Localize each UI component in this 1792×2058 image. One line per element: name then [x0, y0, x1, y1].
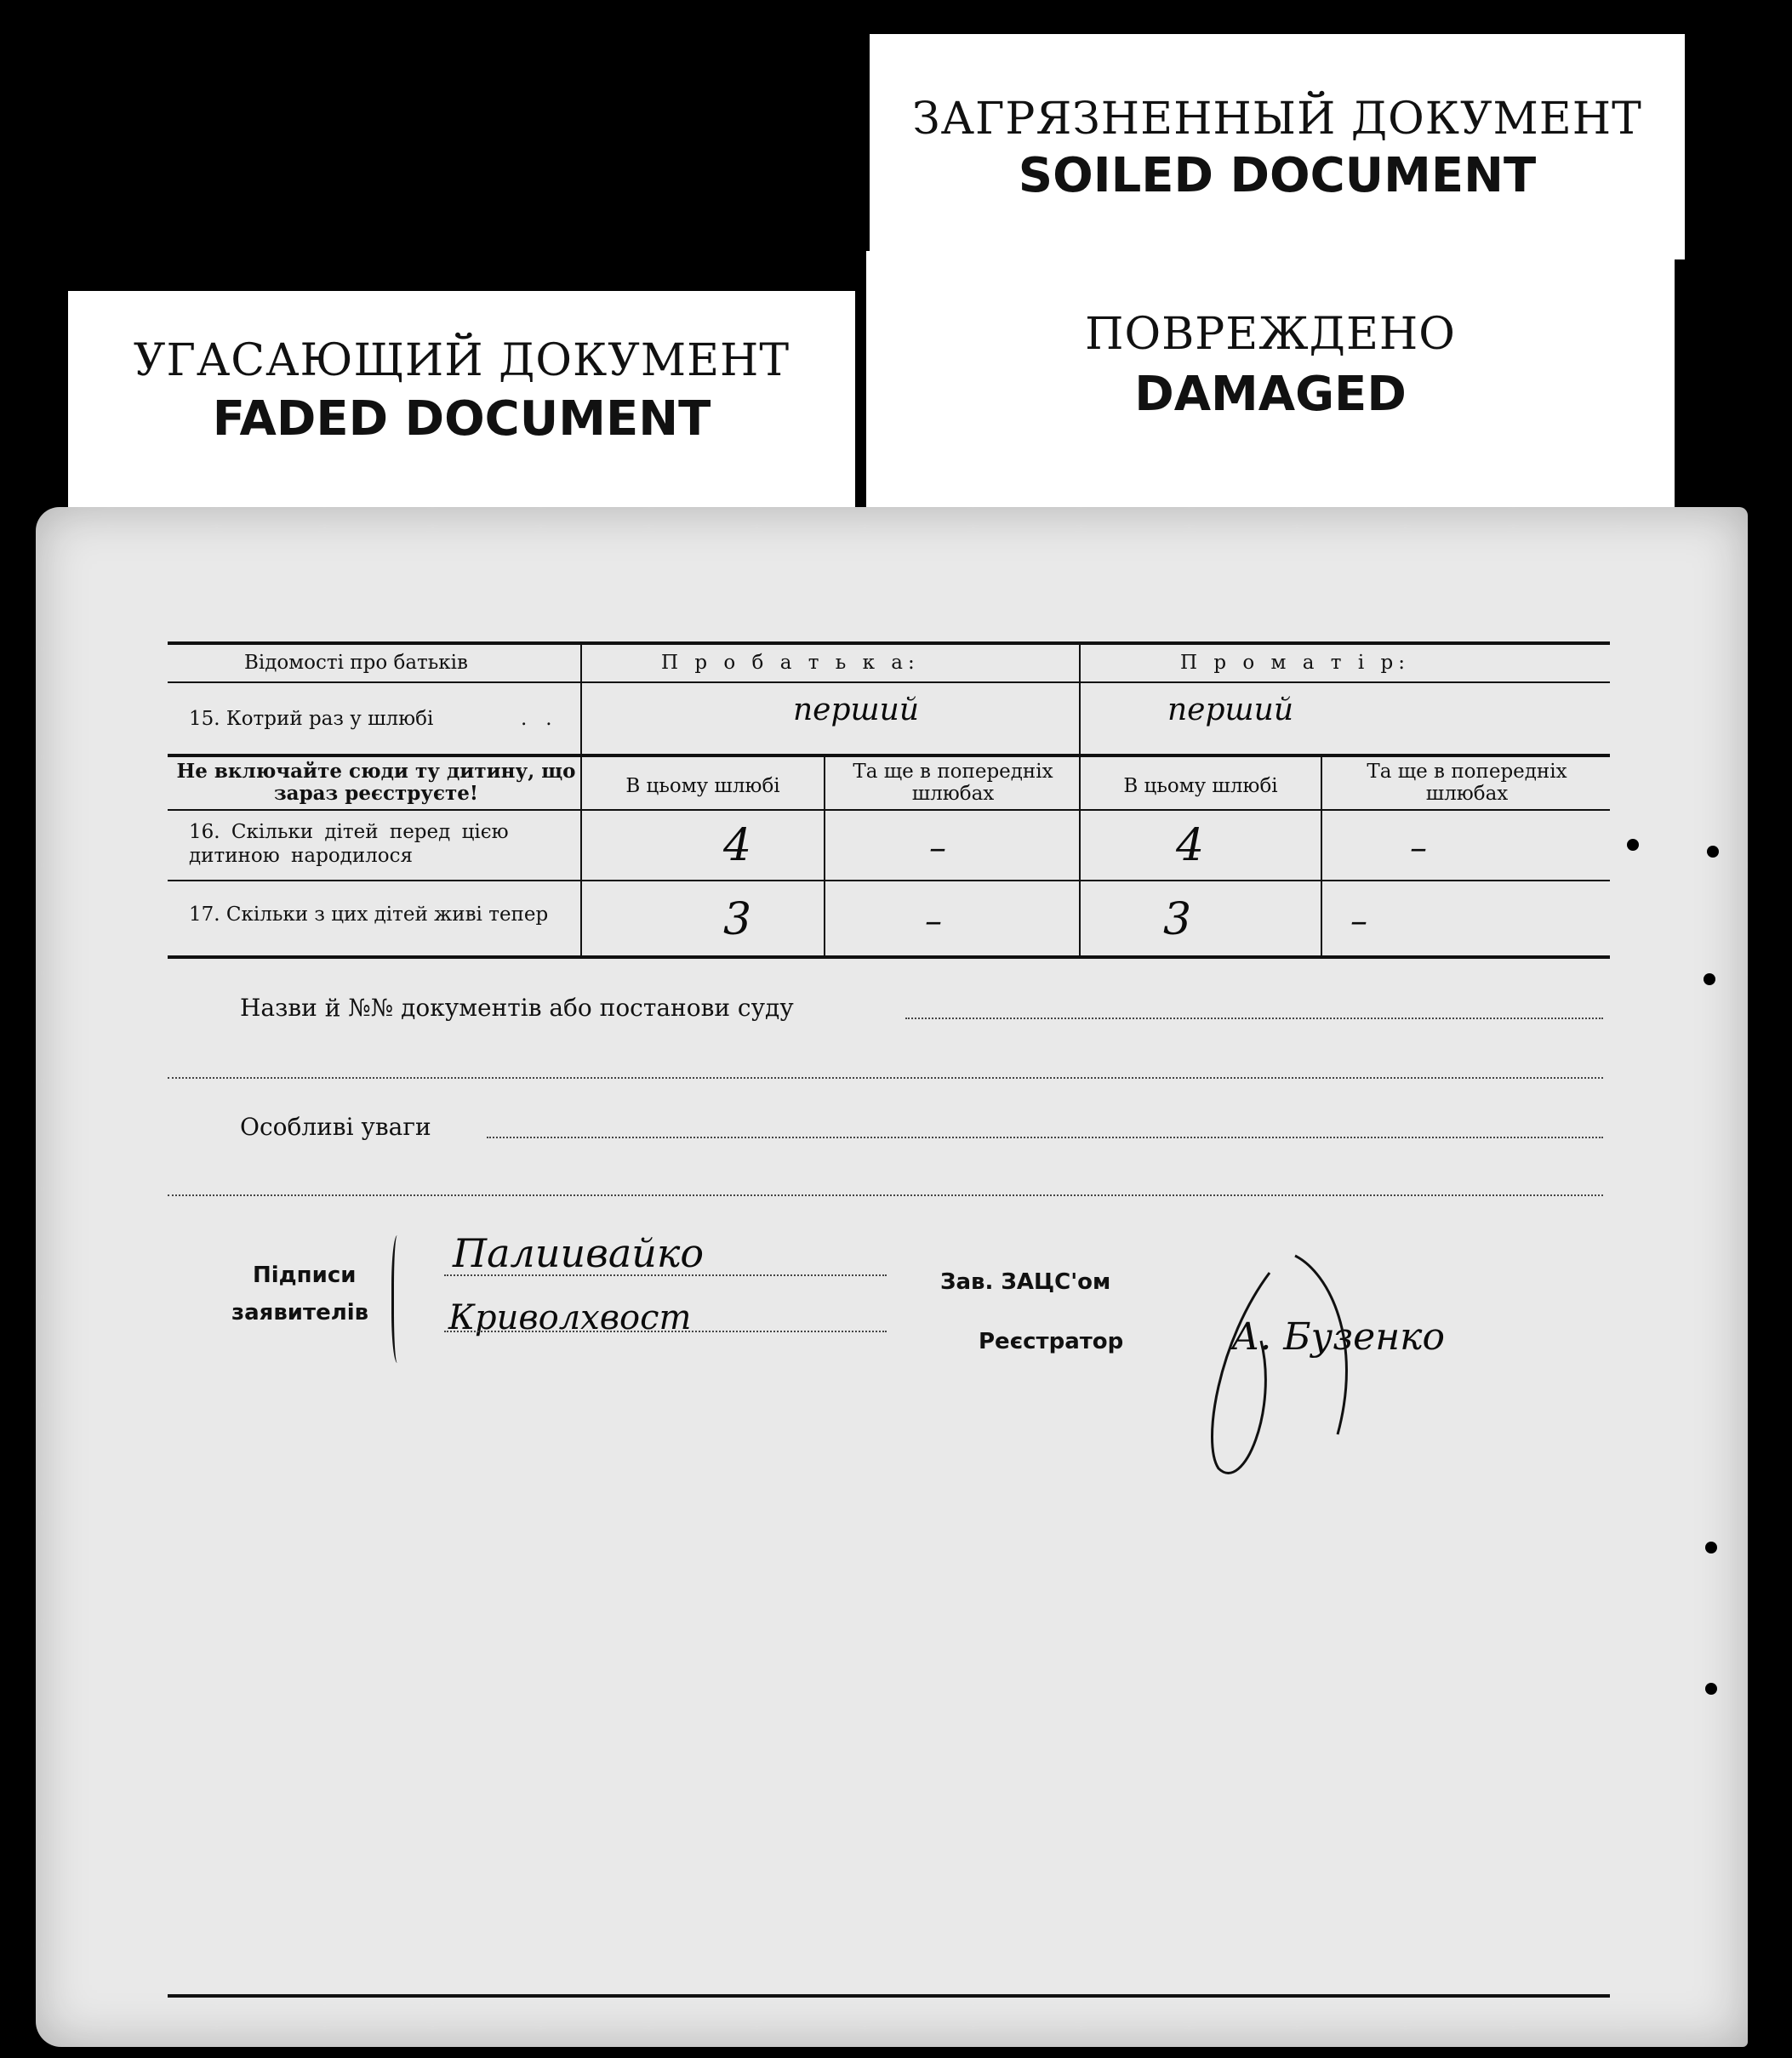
signature-line	[444, 1331, 887, 1332]
row17-mother-prev: –	[1350, 902, 1367, 941]
row15-dots: . .	[521, 708, 552, 730]
row17-label: 17. Скільки з цих дітей живі тепер	[189, 904, 549, 926]
documents-label: Назви й №№ документів або постанови суду	[240, 994, 794, 1022]
registrar-label: Реєстратор	[979, 1329, 1124, 1354]
header-mother: П р о м а т і р:	[1180, 652, 1410, 674]
register-page	[36, 507, 1748, 2047]
punch-hole	[1705, 1542, 1717, 1553]
subheader-this-marriage-mother: В цьому шлюбі	[1123, 775, 1278, 797]
subheader-previous-mother: Та ще в попередніх шлюбах	[1367, 761, 1567, 805]
applicant-2-signature: Криволхвост	[448, 1298, 692, 1337]
faded-label-ru: УГАСАЮЩИЙ ДОКУМЕНТ	[133, 335, 790, 386]
head-zags-label: Зав. ЗАЦС'ом	[940, 1269, 1111, 1295]
row16-father-this: 4	[723, 820, 752, 871]
damaged-label-en: DAMAGED	[1134, 367, 1407, 422]
remarks-line	[168, 1194, 1603, 1196]
row15-label: 15. Котрий раз у шлюбі	[189, 708, 434, 730]
row17-father-this: 3	[723, 894, 752, 945]
table-rule	[168, 681, 1610, 683]
punch-hole	[1707, 846, 1719, 858]
soiled-document-label	[870, 34, 1685, 259]
remarks-label: Особливі уваги	[240, 1113, 431, 1141]
table-bottom-rule	[168, 955, 1610, 959]
damaged-document-label	[866, 251, 1675, 515]
table-rule	[168, 809, 1610, 811]
faded-document-label	[68, 291, 855, 521]
documents-line	[168, 1077, 1603, 1079]
signature-flourish	[1167, 1239, 1423, 1494]
punch-hole	[1704, 973, 1715, 985]
subheader-previous-father: Та ще в попередніх шлюбах	[853, 761, 1053, 805]
note-exclude-child: Не включайте сюди ту дитину, що зараз реєструєте!	[176, 760, 576, 805]
column-separator	[580, 643, 582, 958]
bottom-rule	[168, 1994, 1610, 1998]
column-separator	[1079, 643, 1081, 958]
punch-hole	[1627, 839, 1639, 851]
applicants-label-1: Підписи	[253, 1263, 357, 1288]
remarks-line	[487, 1137, 1603, 1138]
soiled-label-en: SOILED DOCUMENT	[1018, 148, 1537, 203]
signature-line	[444, 1274, 887, 1276]
row16-father-prev: –	[929, 829, 946, 868]
column-separator	[824, 754, 825, 958]
row16-label: 16. Скільки дітей перед цією дитиною народилося	[189, 821, 509, 867]
applicants-label-2: заявителів	[231, 1300, 369, 1325]
header-parents-info: Відомості про батьків	[244, 652, 468, 674]
row17-mother-this: 3	[1163, 894, 1192, 945]
applicant-1-signature: Палиивайко	[453, 1230, 705, 1276]
column-separator	[1321, 754, 1322, 958]
row15-mother-value: перший	[1167, 693, 1294, 727]
row16-mother-prev: –	[1410, 829, 1427, 868]
table-rule	[168, 880, 1610, 881]
brace	[391, 1235, 406, 1363]
punch-hole	[1705, 1683, 1717, 1695]
documents-line	[905, 1018, 1603, 1019]
row15-father-value: перший	[793, 693, 920, 727]
subheader-this-marriage-father: В цьому шлюбі	[625, 775, 780, 797]
row17-father-prev: –	[925, 902, 942, 941]
table-rule	[168, 754, 1610, 757]
soiled-label-ru: ЗАГРЯЗНЕННЫЙ ДОКУМЕНТ	[912, 94, 1642, 145]
table-top-rule	[168, 641, 1610, 645]
row16-mother-this: 4	[1176, 820, 1205, 871]
header-father: П р о б а т ь к а:	[661, 652, 920, 674]
registrar-signature: А. Бузенко	[1231, 1315, 1445, 1359]
damaged-label-ru: ПОВРЕЖДЕНО	[1085, 309, 1456, 360]
faded-label-en: FADED DOCUMENT	[212, 391, 711, 447]
